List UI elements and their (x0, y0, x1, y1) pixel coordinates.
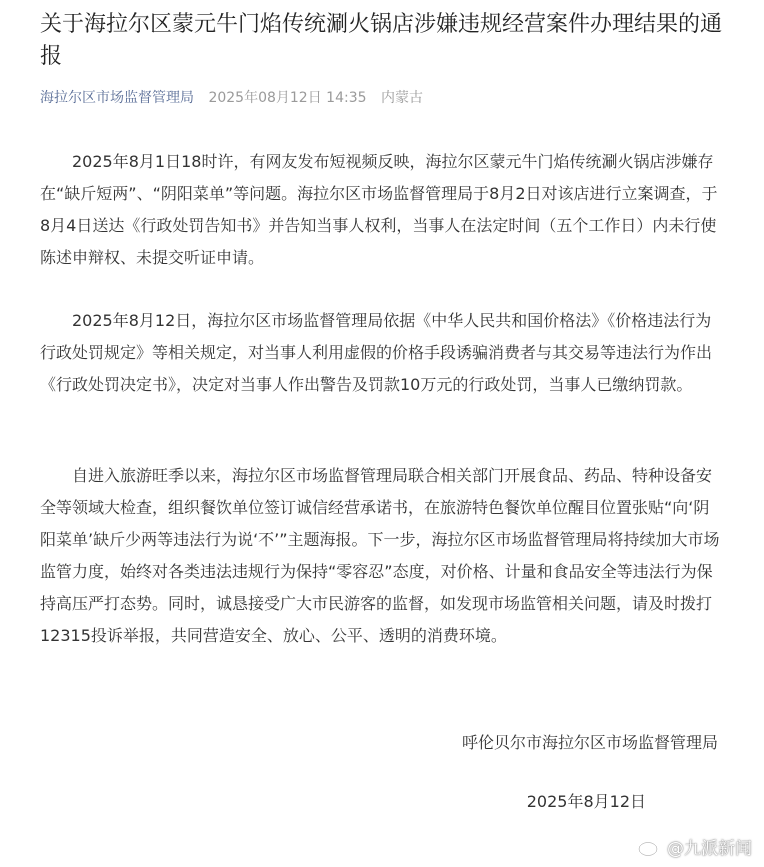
article-meta (40, 88, 423, 108)
issuer-signature: 呼伦贝尔市海拉尔区市场监督管理局 (461, 733, 718, 752)
weibo-icon (638, 837, 662, 857)
source-watermark (638, 834, 752, 859)
paragraph-1: 2025年8月1日18时许，有网友发布短视频反映，海拉尔区蒙元牛门焰传统涮火锅店涉嫌存在“缺斤短两”、“阴阳菜单”等问题。海拉尔区市场监督管理局于8月2日对该店进行立案调查，于8月4日送达《行政处罚告知书》并告知当事人权利，当事人在法定时间（五个工作日）内未行使陈述申辩权、未提交听证申请。 (40, 152, 718, 267)
publish-time: 2025年08月12日 14:35 (208, 90, 367, 106)
article-title: 关于海拉尔区蒙元牛门焰传统涮火锅店涉嫌违规经营案件办理结果的通报 (40, 12, 723, 69)
issue-date: 2025年8月12日 (526, 792, 646, 811)
account-name-link[interactable]: 海拉尔区市场监督管理局 (40, 90, 194, 106)
publish-region: 内蒙古 (380, 90, 423, 106)
watermark-text: @九派新闻 (667, 839, 752, 859)
paragraph-3: 自进入旅游旺季以来，海拉尔区市场监督管理局联合相关部门开展食品、药品、特种设备安全等领域大检查，组织餐饮单位签订诚信经营承诺书，在旅游特色餐饮单位醒目位置张贴“向‘阴阳菜单’缺斤少两等违法行为说‘不’”主题海报。下一步，海拉尔区市场监督管理局将持续加大市场监管力度，始终对各类违法违规行为保持“零容忍”态度，对价格、计量和食品安全等违法行为保持高压严打态势。同时，诚恳接受广大市民游客的监督，如发现市场监管相关问题，请及时拨打12315投诉举报，共同营造安全、放心、公平、透明的消费环境。 (40, 466, 720, 645)
paragraph-2: 2025年8月12日，海拉尔区市场监督管理局依据《中华人民共和国价格法》《价格违法行为行政处罚规定》等相关规定，对当事人利用虚假的价格手段诱骗消费者与其交易等违法行为作出《行政处罚决定书》，决定对当事人作出警告及罚款10万元的行政处罚，当事人已缴纳罚款。 (40, 311, 713, 394)
